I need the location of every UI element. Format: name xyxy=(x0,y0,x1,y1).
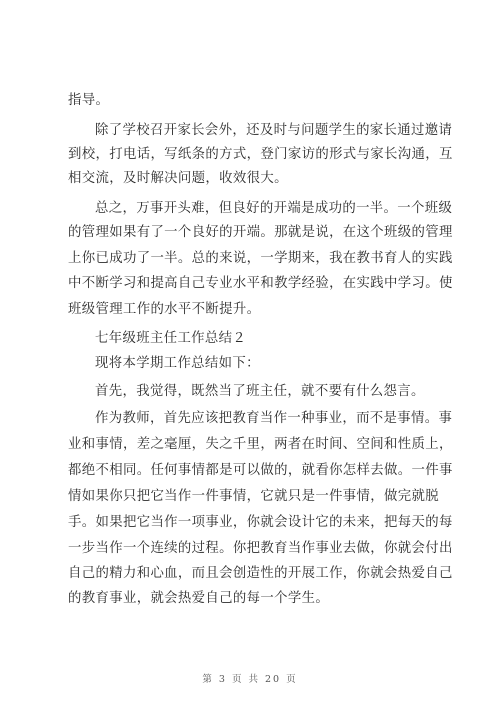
section-heading: 七年级班主任工作总结２ xyxy=(95,331,247,346)
paragraph-line: 一步当作一个连续的过程。你把教育当作事业去做，你就会付出 xyxy=(68,541,453,556)
paragraph-line: 除了学校召开家长会外，还及时与问题学生的家长通过邀请 xyxy=(95,123,453,138)
paragraph-line: 指导。 xyxy=(68,93,110,108)
paragraph-line: 的教育事业，就会热爱自己的每一个学生。 xyxy=(68,591,330,606)
paragraph-line: 班级管理工作的水平不断提升。 xyxy=(68,302,261,317)
paragraph-line: 中不断学习和提高自己专业水平和教学经验，在实践中学习。使 xyxy=(68,276,453,291)
paragraph-line: 相交流，及时解决问题，收效很大。 xyxy=(68,171,288,186)
page-number-footer: 第 3 页 共 20 页 xyxy=(202,674,298,685)
paragraph-line: 上你已成功了一半。总的来说，一学期来，我在教书育人的实践 xyxy=(68,251,453,266)
paragraph-line: 现将本学期工作总结如下： xyxy=(95,356,260,371)
paragraph-line: 的管理如果有了一个良好的开端。那就是说，在这个班级的管理 xyxy=(68,225,453,240)
paragraph-line: 到校，打电话，写纸条的方式，登门家访的形式与家长沟通，互 xyxy=(68,147,453,162)
paragraph-line: 作为教师，首先应该把教育当作一种事业，而不是事情。事 xyxy=(95,411,453,426)
paragraph-line: 业和事情，差之毫厘，失之千里，两者在时间、空间和性质上， xyxy=(68,437,453,452)
paragraph-line: 自己的精力和心血，而且会创造性的开展工作，你就会热爱自己 xyxy=(68,566,453,581)
paragraph-line: 首先，我觉得，既然当了班主任，就不要有什么怨言。 xyxy=(95,384,425,399)
paragraph-line: 总之，万事开头难，但良好的开端是成功的一半。一个班级 xyxy=(95,201,453,216)
paragraph-line: 情如果你只把它当作一件事情，它就只是一件事情，做完就脱 xyxy=(68,489,439,504)
paragraph-line: 手。如果把它当作一项事业，你就会设计它的未来，把每天的每 xyxy=(68,515,453,530)
paragraph-line: 都绝不相同。任何事情都是可以做的，就看你怎样去做。一件事 xyxy=(68,463,453,478)
